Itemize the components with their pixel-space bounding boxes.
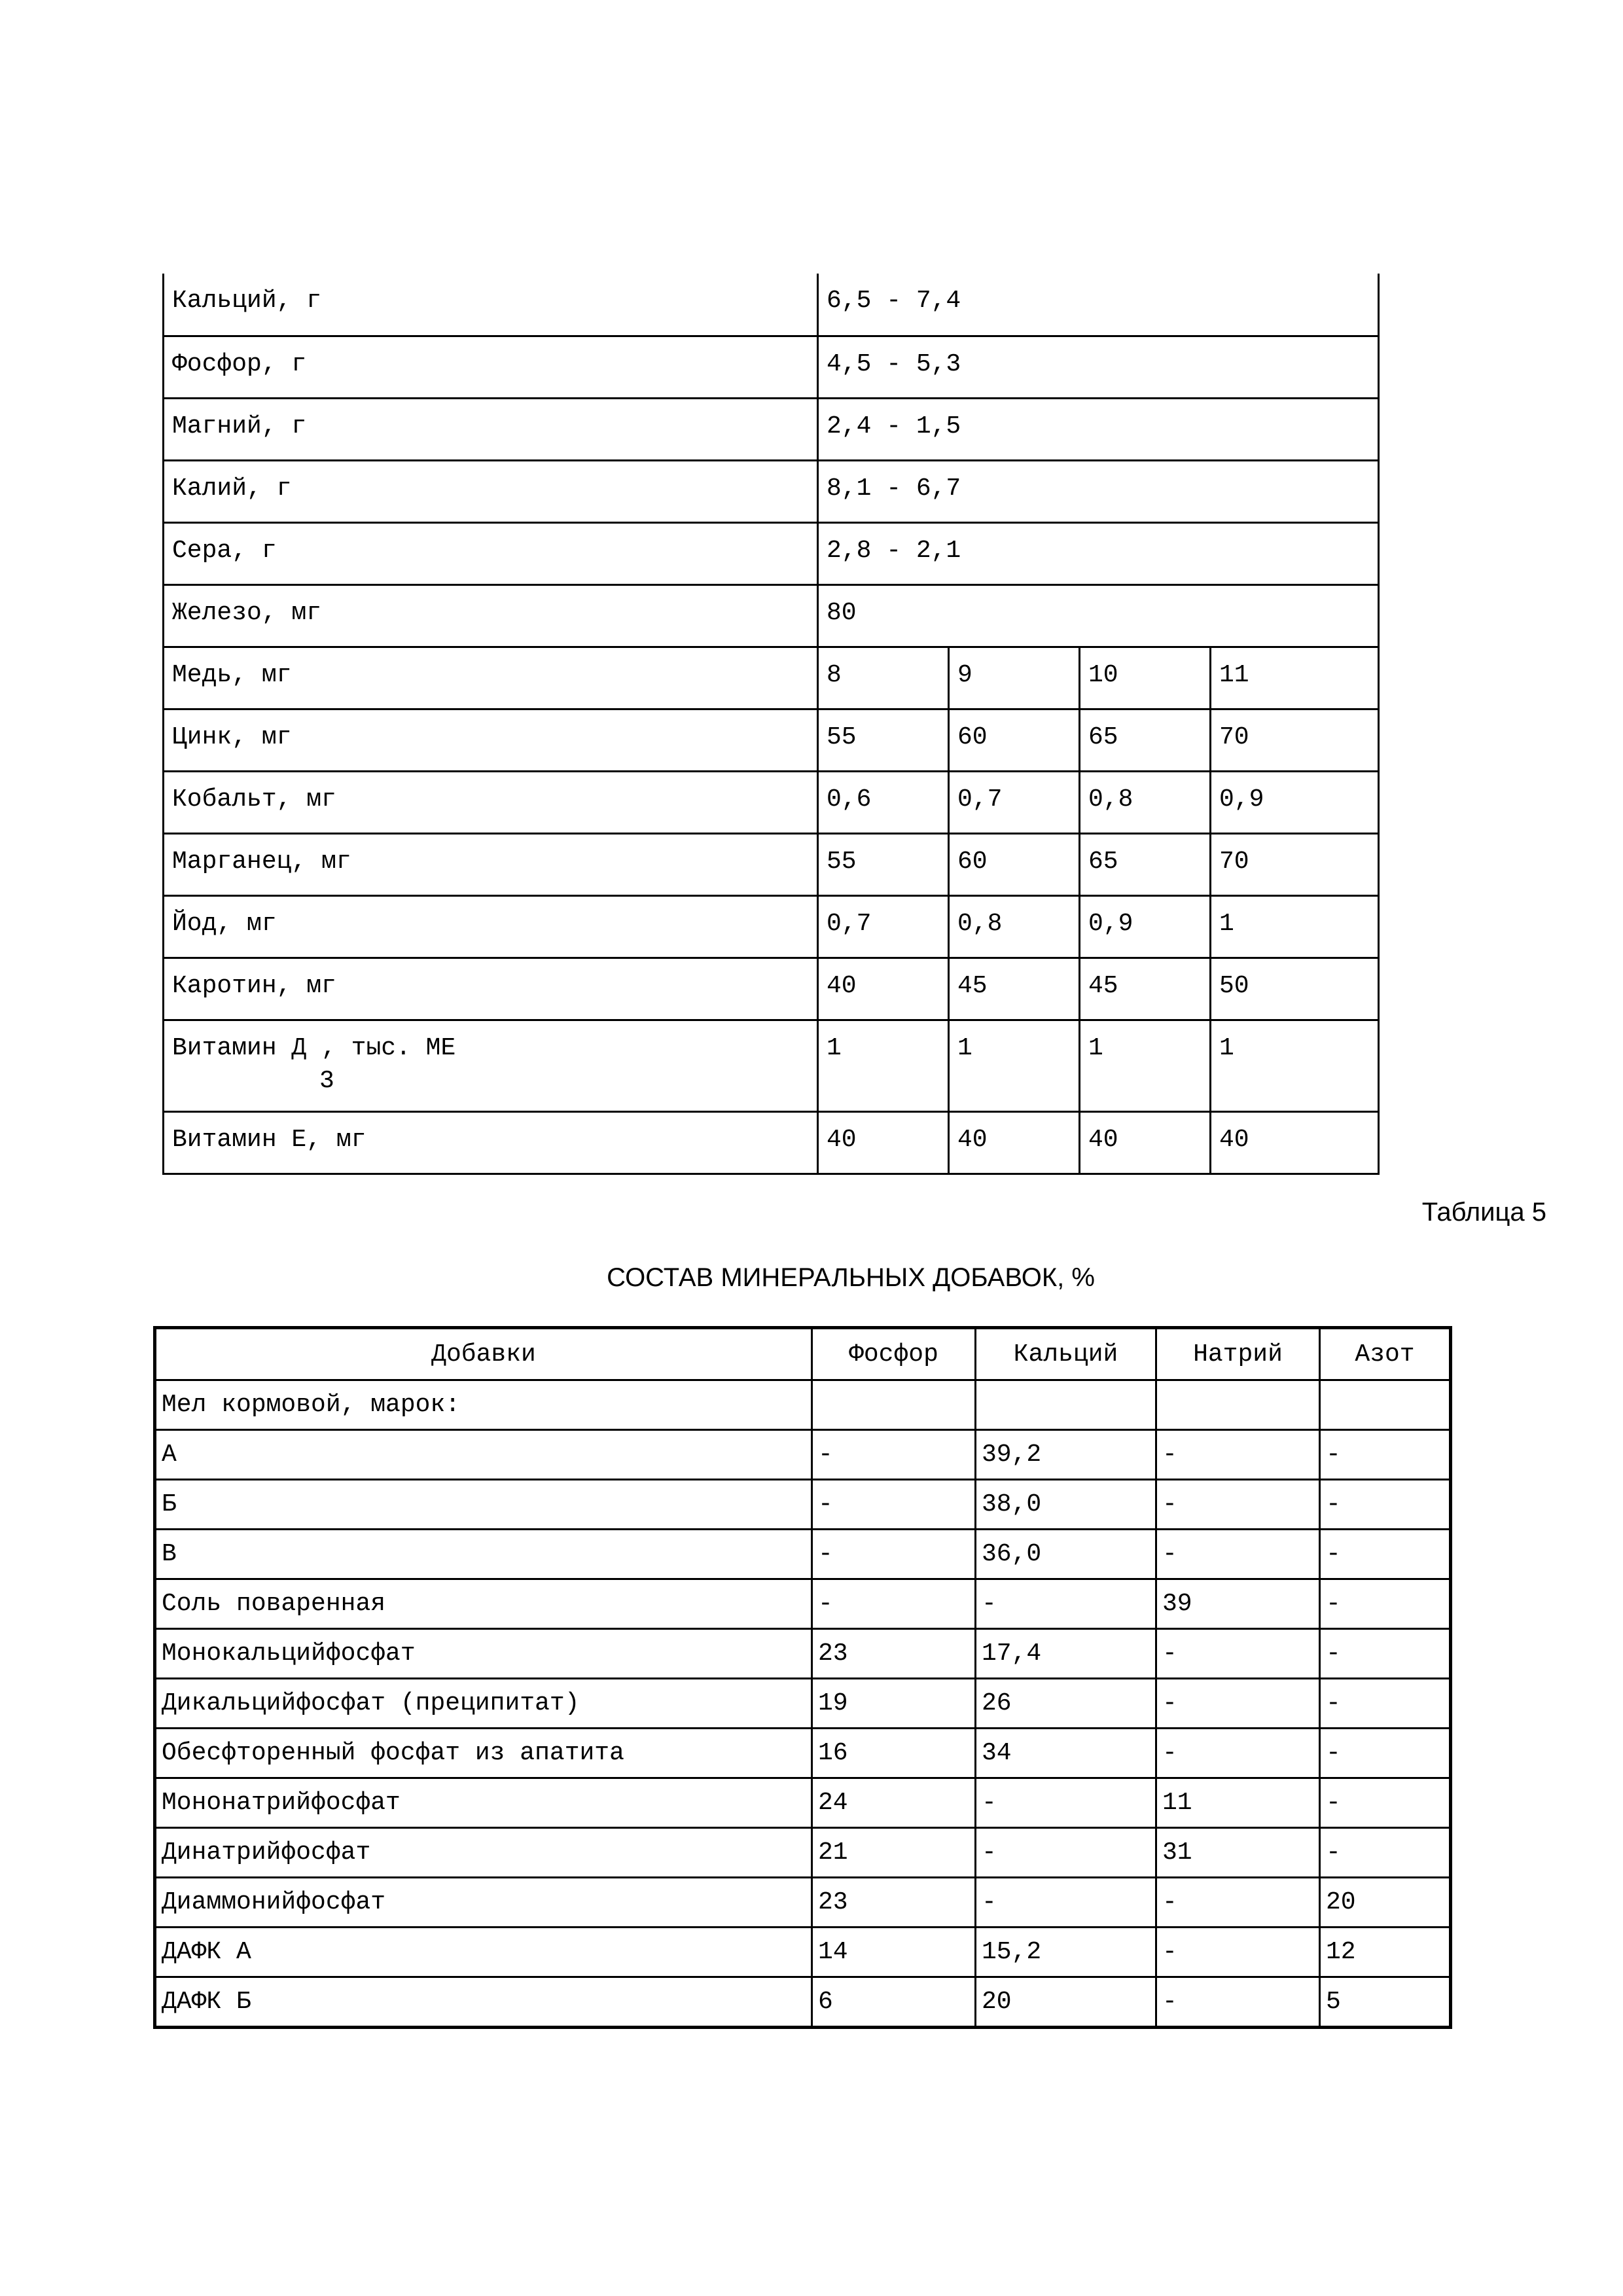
table-row — [155, 1480, 1451, 1530]
table-row — [155, 1729, 1451, 1778]
calcium-value: 20 — [976, 1977, 1156, 2028]
row-label: Витамин Е, мг — [164, 1111, 818, 1174]
calcium-value: 26 — [976, 1679, 1156, 1729]
supplement-name: ДАФК Б — [155, 1977, 812, 2028]
sodium-value: - — [1156, 1977, 1320, 2028]
table-row — [155, 1679, 1451, 1729]
row-value: 8,1 - 6,7 — [818, 460, 1379, 522]
nitrogen-value: - — [1320, 1480, 1451, 1530]
calcium-value: - — [976, 1778, 1156, 1828]
row-label: Железо, мг — [164, 584, 818, 647]
table-row — [164, 647, 1379, 709]
nitrogen-value: - — [1320, 1629, 1451, 1679]
nitrogen-value: - — [1320, 1579, 1451, 1629]
cell-2: 40 — [949, 1111, 1080, 1174]
row-value: 6,5 - 7,4 — [818, 274, 1379, 336]
table-row — [164, 460, 1379, 522]
phosphorus-value: 16 — [812, 1729, 976, 1778]
nitrogen-value — [1320, 1380, 1451, 1430]
sodium-value: - — [1156, 1679, 1320, 1729]
cell-1: 55 — [818, 709, 949, 771]
cell-4: 1 — [1211, 895, 1379, 958]
sodium-value: - — [1156, 1729, 1320, 1778]
cell-2: 9 — [949, 647, 1080, 709]
calcium-value: 15,2 — [976, 1928, 1156, 1977]
table-row — [164, 771, 1379, 833]
table-row — [155, 1380, 1451, 1430]
supplement-name: Мел кормовой, марок: — [155, 1380, 812, 1430]
sodium-value: - — [1156, 1430, 1320, 1480]
table-row — [164, 895, 1379, 958]
nutrient-norms-table-continued — [162, 274, 1380, 1175]
table-row — [164, 709, 1379, 771]
cell-3: 65 — [1080, 833, 1211, 895]
nitrogen-value: 5 — [1320, 1977, 1451, 2028]
supplement-name: Монокальцийфосфат — [155, 1629, 812, 1679]
table-header-row — [155, 1328, 1451, 1380]
table-row — [164, 336, 1379, 398]
table-row — [155, 1928, 1451, 1977]
cell-3: 45 — [1080, 958, 1211, 1020]
row-label: Сера, г — [164, 522, 818, 584]
sodium-value: - — [1156, 1928, 1320, 1977]
cell-2: 60 — [949, 709, 1080, 771]
phosphorus-value: - — [812, 1430, 976, 1480]
row-label: Цинк, мг — [164, 709, 818, 771]
cell-2: 45 — [949, 958, 1080, 1020]
cell-4: 0,9 — [1211, 771, 1379, 833]
sodium-value: - — [1156, 1480, 1320, 1530]
calcium-value — [976, 1380, 1156, 1430]
row-value: 80 — [818, 584, 1379, 647]
supplement-name: Дикальцийфосфат (преципитат) — [155, 1679, 812, 1729]
header-sodium: Натрий — [1156, 1328, 1320, 1380]
supplement-name: Соль поваренная — [155, 1579, 812, 1629]
table-row — [155, 1629, 1451, 1679]
cell-1: 0,6 — [818, 771, 949, 833]
supplement-name: В — [155, 1530, 812, 1579]
cell-1: 55 — [818, 833, 949, 895]
phosphorus-value: 24 — [812, 1778, 976, 1828]
cell-4: 50 — [1211, 958, 1379, 1020]
table-title: СОСТАВ МИНЕРАЛЬНЫХ ДОБАВОК, % — [607, 1263, 1095, 1292]
cell-4: 70 — [1211, 833, 1379, 895]
cell-2: 0,8 — [949, 895, 1080, 958]
sodium-value — [1156, 1380, 1320, 1430]
phosphorus-value: - — [812, 1480, 976, 1530]
cell-2: 1 — [949, 1020, 1080, 1111]
cell-3: 40 — [1080, 1111, 1211, 1174]
supplement-name: Б — [155, 1480, 812, 1530]
row-label: Фосфор, г — [164, 336, 818, 398]
sodium-value: 39 — [1156, 1579, 1320, 1629]
nitrogen-value: - — [1320, 1679, 1451, 1729]
table-number-caption: Таблица 5 — [1421, 1198, 1546, 1227]
sodium-value: - — [1156, 1878, 1320, 1928]
header-calcium: Кальций — [976, 1328, 1156, 1380]
cell-1: 40 — [818, 1111, 949, 1174]
table-row — [164, 522, 1379, 584]
calcium-value: 34 — [976, 1729, 1156, 1778]
nitrogen-value: 20 — [1320, 1878, 1451, 1928]
calcium-value: 38,0 — [976, 1480, 1156, 1530]
row-label: Йод, мг — [164, 895, 818, 958]
nitrogen-value: - — [1320, 1729, 1451, 1778]
table-row — [164, 584, 1379, 647]
table-row — [164, 958, 1379, 1020]
nitrogen-value: - — [1320, 1828, 1451, 1878]
row-label: Медь, мг — [164, 647, 818, 709]
nitrogen-value: - — [1320, 1778, 1451, 1828]
cell-1: 40 — [818, 958, 949, 1020]
table-row-vitamin-d — [164, 1020, 1379, 1111]
phosphorus-value: - — [812, 1579, 976, 1629]
phosphorus-value: 23 — [812, 1629, 976, 1679]
table-row — [155, 1778, 1451, 1828]
row-label: Калий, г — [164, 460, 818, 522]
cell-1: 8 — [818, 647, 949, 709]
cell-3: 65 — [1080, 709, 1211, 771]
table-row — [164, 398, 1379, 460]
cell-3: 10 — [1080, 647, 1211, 709]
table-row — [155, 1828, 1451, 1878]
calcium-value: - — [976, 1878, 1156, 1928]
nitrogen-value: 12 — [1320, 1928, 1451, 1977]
table-row — [164, 833, 1379, 895]
calcium-value: - — [976, 1579, 1156, 1629]
row-label — [164, 1020, 818, 1111]
row-label: Кальций, г — [164, 274, 818, 336]
sodium-value: 11 — [1156, 1778, 1320, 1828]
cell-3: 0,9 — [1080, 895, 1211, 958]
cell-4: 1 — [1211, 1020, 1379, 1111]
supplement-name: А — [155, 1430, 812, 1480]
calcium-value: 39,2 — [976, 1430, 1156, 1480]
sodium-value: 31 — [1156, 1828, 1320, 1878]
cell-2: 0,7 — [949, 771, 1080, 833]
phosphorus-value — [812, 1380, 976, 1430]
row-label: Марганец, мг — [164, 833, 818, 895]
supplement-name: Диаммонийфосфат — [155, 1878, 812, 1928]
phosphorus-value: 23 — [812, 1878, 976, 1928]
supplement-name: Обесфторенный фосфат из апатита — [155, 1729, 812, 1778]
cell-1: 1 — [818, 1020, 949, 1111]
phosphorus-value: 14 — [812, 1928, 976, 1977]
row-label: Магний, г — [164, 398, 818, 460]
phosphorus-value: - — [812, 1530, 976, 1579]
table-row — [155, 1530, 1451, 1579]
row-label: Кобальт, мг — [164, 771, 818, 833]
nitrogen-value: - — [1320, 1430, 1451, 1480]
header-phosphorus: Фосфор — [812, 1328, 976, 1380]
table-row-vitamin-e — [164, 1111, 1379, 1174]
supplement-name: ДАФК А — [155, 1928, 812, 1977]
row-value: 4,5 - 5,3 — [818, 336, 1379, 398]
cell-4: 11 — [1211, 647, 1379, 709]
cell-3: 0,8 — [1080, 771, 1211, 833]
header-supplements: Добавки — [155, 1328, 812, 1380]
table-row — [155, 1977, 1451, 2028]
row-label: Каротин, мг — [164, 958, 818, 1020]
header-nitrogen: Азот — [1320, 1328, 1451, 1380]
cell-4: 70 — [1211, 709, 1379, 771]
cell-1: 0,7 — [818, 895, 949, 958]
calcium-value: 17,4 — [976, 1629, 1156, 1679]
phosphorus-value: 6 — [812, 1977, 976, 2028]
phosphorus-value: 19 — [812, 1679, 976, 1729]
supplement-name: Мононатрийфосфат — [155, 1778, 812, 1828]
mineral-supplements-table — [153, 1326, 1452, 2029]
cell-2: 60 — [949, 833, 1080, 895]
cell-4: 40 — [1211, 1111, 1379, 1174]
table-row — [164, 274, 1379, 336]
vitamin-d-label: Витамин Д , тыс. МЕ — [172, 1033, 456, 1062]
calcium-value: - — [976, 1828, 1156, 1878]
table-row — [155, 1430, 1451, 1480]
table-row — [155, 1878, 1451, 1928]
table-row — [155, 1579, 1451, 1629]
calcium-value: 36,0 — [976, 1530, 1156, 1579]
sodium-value: - — [1156, 1530, 1320, 1579]
vitamin-d-subscript: 3 — [319, 1066, 334, 1095]
cell-3: 1 — [1080, 1020, 1211, 1111]
phosphorus-value: 21 — [812, 1828, 976, 1878]
sodium-value: - — [1156, 1629, 1320, 1679]
supplement-name: Динатрийфосфат — [155, 1828, 812, 1878]
nitrogen-value: - — [1320, 1530, 1451, 1579]
row-value: 2,4 - 1,5 — [818, 398, 1379, 460]
row-value: 2,8 - 2,1 — [818, 522, 1379, 584]
